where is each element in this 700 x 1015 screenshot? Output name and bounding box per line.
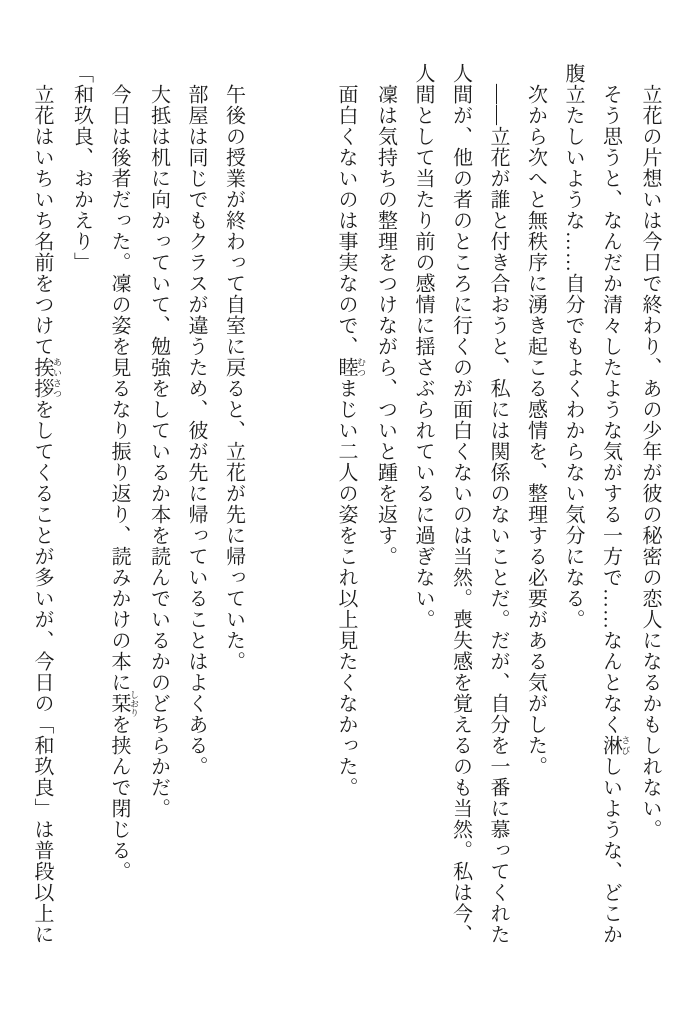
furigana: しおり (129, 690, 139, 717)
text-line: 腹立たしいような……自分でもよくわからない気分になる。 (562, 63, 584, 630)
ruby-annotated-text: 挨拶 あいさつ (31, 357, 62, 399)
furigana: さび (620, 735, 631, 756)
text-line: 立花の片想いは今日で終わり、あの少年が彼の秘密の恋人になるかもしれない。 (639, 84, 661, 840)
blank-line (252, 63, 290, 953)
text-line: そう思うと、なんだか清々したような気がする一方で……なんとなく淋 さびしいような、どこか (599, 84, 631, 945)
text-line: 今日は後者だった。凜の姿を見るなり振り返り、読みかけの本に栞 しおりを挟んで閉じる。 (108, 84, 139, 882)
text-line: 面白くないのは事実なので、睦 むつまじい二人の姿をこれ以上見たくなかった。 (335, 84, 366, 798)
ruby-annotated-text: 栞 しおり (108, 690, 139, 717)
vertical-text-area (23, 63, 669, 953)
furigana: むつ (356, 357, 366, 378)
text-line: 立花はいちいち名前をつけて挨拶 あいさつをしてくることが多いが、今日の「和玖良」は普段以上に (31, 84, 62, 945)
text-line: 人間として当たり前の感情に揺さぶられているに過ぎない。 (412, 63, 434, 630)
text-line: ――立花が誰と付き合おうと、私には関係のないことだ。だが、自分を一番に慕ってくれた (487, 84, 509, 945)
text-line: 人間が、他の者のところに行くのが面白くないのは当然。喪失感を覚えるのも当然。私は今、 (449, 63, 472, 945)
ruby-annotated-text: 淋 さび (599, 735, 631, 756)
blank-line (289, 63, 327, 953)
furigana: あいさつ (52, 357, 62, 399)
text-line: 次から次へと無秩序に湧き起こる感情を、整理する必要がある気がした。 (524, 84, 547, 777)
text-line: 「和玖良、おかえり」 (70, 63, 93, 273)
text-line: 凜は気持ちの整理をつけながら、ついと踵を返す。 (374, 84, 397, 567)
text-line: 部屋は同じでもクラスが違うため、彼が先に帰っていることはよくある。 (185, 84, 207, 777)
ruby-annotated-text: 睦 むつ (335, 357, 366, 378)
text-line: 午後の授業が終わって自室に戻ると、立花が先に帰っていた。 (222, 84, 245, 672)
text-line: 大抵は机に向かっていて、勉強をしているか本を読んでいるかのどちらかだ。 (147, 84, 170, 819)
